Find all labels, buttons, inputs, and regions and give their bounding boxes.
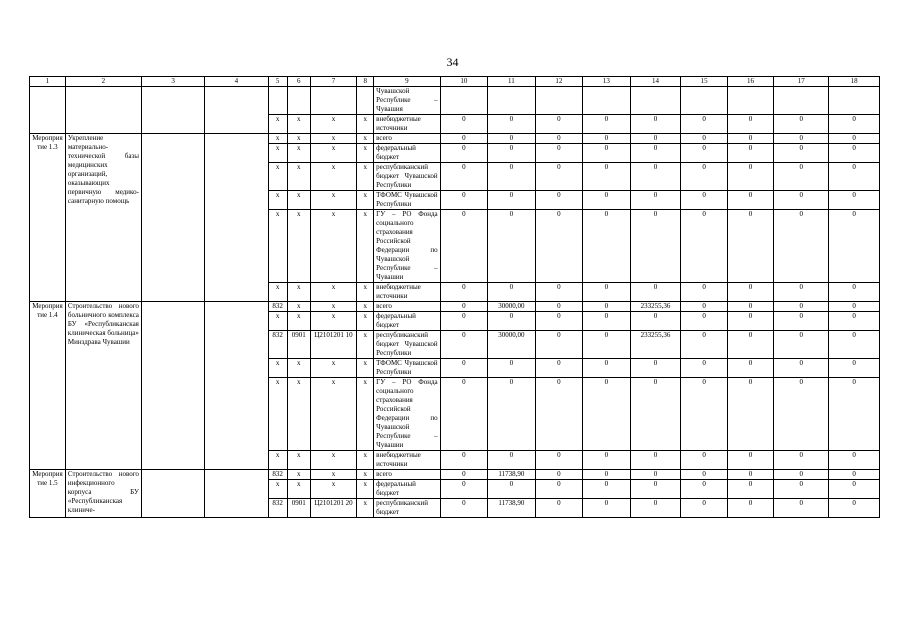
- target-code-cell: [310, 87, 356, 115]
- target-code-cell: х: [310, 302, 356, 312]
- expense-code-cell: х: [357, 191, 374, 210]
- target-code-cell: х: [310, 134, 356, 144]
- column-header-3: 3: [141, 77, 204, 87]
- funding-source-cell: внебюджетные источники: [374, 115, 441, 134]
- value-cell: 0: [583, 144, 631, 163]
- header-row: [30, 77, 880, 87]
- value-cell: 0: [727, 499, 773, 518]
- gr-code-cell: х: [268, 163, 287, 191]
- value-cell: 0: [630, 480, 681, 499]
- expense-code-cell: х: [357, 470, 374, 480]
- section-code-cell: х: [287, 134, 310, 144]
- event-code-cell: Мероприятие 1.5: [30, 470, 66, 518]
- value-cell: 0: [488, 191, 536, 210]
- section-code-cell: 0901: [287, 331, 310, 359]
- value-cell: 0: [681, 480, 727, 499]
- value-cell: 0: [440, 283, 488, 302]
- value-cell: 0: [630, 134, 681, 144]
- value-cell: 0: [440, 480, 488, 499]
- col3-cell: [141, 302, 204, 470]
- value-cell: 0: [774, 331, 829, 359]
- value-cell: 0: [440, 359, 488, 378]
- value-cell: 0: [535, 470, 583, 480]
- target-code-cell: Ц2101201 10: [310, 331, 356, 359]
- section-code-cell: х: [287, 302, 310, 312]
- column-header-17: 17: [774, 77, 829, 87]
- funding-source-cell: республиканский бюджет Чувашской Республики: [374, 331, 441, 359]
- value-cell: 0: [681, 312, 727, 331]
- section-code-cell: х: [287, 470, 310, 480]
- section-code-cell: х: [287, 451, 310, 470]
- value-cell: 0: [535, 115, 583, 134]
- funding-source-cell: внебюджетные источники: [374, 451, 441, 470]
- value-cell: 0: [727, 302, 773, 312]
- value-cell: [583, 87, 631, 115]
- value-cell: 0: [583, 359, 631, 378]
- value-cell: 0: [829, 480, 880, 499]
- expense-code-cell: х: [357, 378, 374, 451]
- gr-code-cell: 832: [268, 499, 287, 518]
- expense-code-cell: х: [357, 163, 374, 191]
- funding-source-cell: всего: [374, 302, 441, 312]
- value-cell: 0: [630, 378, 681, 451]
- value-cell: 0: [488, 451, 536, 470]
- column-header-5: 5: [268, 77, 287, 87]
- value-cell: 0: [727, 144, 773, 163]
- expense-code-cell: х: [357, 302, 374, 312]
- column-header-14: 14: [630, 77, 681, 87]
- expense-code-cell: х: [357, 480, 374, 499]
- column-header-12: 12: [535, 77, 583, 87]
- target-code-cell: х: [310, 191, 356, 210]
- col4-cell: [205, 302, 268, 470]
- value-cell: 0: [488, 134, 536, 144]
- value-cell: 0: [630, 115, 681, 134]
- value-cell: 0: [583, 163, 631, 191]
- value-cell: 0: [681, 144, 727, 163]
- value-cell: 0: [535, 480, 583, 499]
- target-code-cell: х: [310, 210, 356, 283]
- column-header-8: 8: [357, 77, 374, 87]
- value-cell: 0: [774, 283, 829, 302]
- value-cell: 0: [829, 378, 880, 451]
- table-row: [30, 134, 880, 144]
- value-cell: 0: [488, 144, 536, 163]
- gr-code-cell: х: [268, 144, 287, 163]
- value-cell: 0: [535, 378, 583, 451]
- value-cell: 0: [488, 378, 536, 451]
- funding-source-cell: Чувашской Республике – Чувашия: [374, 87, 441, 115]
- gr-code-cell: х: [268, 451, 287, 470]
- value-cell: 0: [681, 499, 727, 518]
- target-code-cell: х: [310, 470, 356, 480]
- value-cell: 0: [774, 470, 829, 480]
- section-code-cell: х: [287, 144, 310, 163]
- value-cell: 0: [681, 378, 727, 451]
- value-cell: 0: [440, 331, 488, 359]
- value-cell: 0: [535, 210, 583, 283]
- value-cell: 0: [829, 331, 880, 359]
- column-header-9: 9: [374, 77, 441, 87]
- value-cell: 0: [440, 163, 488, 191]
- value-cell: 0: [440, 499, 488, 518]
- gr-code-cell: 832: [268, 470, 287, 480]
- value-cell: 0: [583, 451, 631, 470]
- funding-source-cell: республиканский бюджет Чувашской Республики: [374, 163, 441, 191]
- target-code-cell: х: [310, 480, 356, 499]
- value-cell: 0: [583, 331, 631, 359]
- value-cell: 0: [681, 359, 727, 378]
- value-cell: 0: [829, 115, 880, 134]
- event-name-cell: Укрепление материально-технической базы медицинских организаций, оказывающих первичную медико-санитарную помощь: [65, 134, 141, 302]
- value-cell: 0: [583, 499, 631, 518]
- value-cell: 30000,00: [488, 302, 536, 312]
- value-cell: 0: [829, 134, 880, 144]
- value-cell: 0: [440, 115, 488, 134]
- value-cell: 0: [681, 451, 727, 470]
- value-cell: 0: [630, 163, 681, 191]
- expense-code-cell: х: [357, 499, 374, 518]
- value-cell: 0: [829, 191, 880, 210]
- value-cell: 0: [681, 470, 727, 480]
- value-cell: 0: [535, 163, 583, 191]
- value-cell: 0: [488, 115, 536, 134]
- value-cell: 0: [630, 359, 681, 378]
- col3-cell: [141, 470, 204, 518]
- expense-code-cell: х: [357, 312, 374, 331]
- funding-source-cell: федеральный бюджет: [374, 312, 441, 331]
- expense-code-cell: [357, 87, 374, 115]
- value-cell: 0: [535, 302, 583, 312]
- value-cell: 0: [829, 302, 880, 312]
- expense-code-cell: х: [357, 144, 374, 163]
- value-cell: 0: [727, 359, 773, 378]
- section-code-cell: х: [287, 359, 310, 378]
- funding-source-cell: ТФОМС Чувашской Республики: [374, 359, 441, 378]
- target-code-cell: х: [310, 312, 356, 331]
- target-code-cell: х: [310, 451, 356, 470]
- target-code-cell: х: [310, 163, 356, 191]
- value-cell: 0: [727, 451, 773, 470]
- value-cell: 0: [727, 134, 773, 144]
- value-cell: 0: [774, 134, 829, 144]
- column-header-2: 2: [65, 77, 141, 87]
- value-cell: 0: [774, 163, 829, 191]
- budget-table: [29, 76, 880, 518]
- event-code-cell: Мероприятие 1.4: [30, 302, 66, 470]
- funding-source-cell: ГУ – РО Фонда социального страхования Российской Федерации по Чувашской Республике – Чувашии: [374, 378, 441, 451]
- event-name-cell: Строительство нового больничного комплекса БУ «Республиканская клиническая больница» Минздрава Чувашии: [65, 302, 141, 470]
- value-cell: [440, 87, 488, 115]
- gr-code-cell: х: [268, 378, 287, 451]
- value-cell: 0: [727, 470, 773, 480]
- column-header-15: 15: [681, 77, 727, 87]
- value-cell: 0: [440, 191, 488, 210]
- value-cell: 0: [440, 210, 488, 283]
- event-name-cell: Строительство нового инфекционного корпуса БУ «Республиканская клиниче-: [65, 470, 141, 518]
- value-cell: 0: [488, 163, 536, 191]
- value-cell: 11738,90: [488, 499, 536, 518]
- value-cell: 0: [535, 451, 583, 470]
- gr-code-cell: [268, 87, 287, 115]
- value-cell: 0: [535, 499, 583, 518]
- value-cell: 0: [535, 144, 583, 163]
- value-cell: 0: [583, 470, 631, 480]
- value-cell: 0: [488, 283, 536, 302]
- value-cell: 0: [774, 210, 829, 283]
- value-cell: 0: [829, 499, 880, 518]
- value-cell: 0: [774, 480, 829, 499]
- section-code-cell: х: [287, 163, 310, 191]
- value-cell: 0: [681, 331, 727, 359]
- gr-code-cell: х: [268, 134, 287, 144]
- value-cell: 0: [727, 312, 773, 331]
- event-code-cell: Мероприятие 1.3: [30, 134, 66, 302]
- value-cell: 233255,36: [630, 331, 681, 359]
- value-cell: 0: [488, 312, 536, 331]
- gr-code-cell: х: [268, 115, 287, 134]
- section-code-cell: х: [287, 378, 310, 451]
- expense-code-cell: х: [357, 359, 374, 378]
- col3-cell: [141, 87, 204, 134]
- value-cell: 0: [681, 163, 727, 191]
- value-cell: 0: [774, 451, 829, 470]
- value-cell: 0: [774, 302, 829, 312]
- section-code-cell: х: [287, 283, 310, 302]
- value-cell: 0: [440, 312, 488, 331]
- section-code-cell: [287, 87, 310, 115]
- value-cell: 0: [583, 302, 631, 312]
- expense-code-cell: х: [357, 210, 374, 283]
- value-cell: 30000,00: [488, 331, 536, 359]
- value-cell: 0: [630, 470, 681, 480]
- value-cell: 0: [440, 144, 488, 163]
- value-cell: 0: [829, 451, 880, 470]
- value-cell: [630, 87, 681, 115]
- value-cell: 0: [774, 499, 829, 518]
- column-header-10: 10: [440, 77, 488, 87]
- value-cell: 233255,36: [630, 302, 681, 312]
- value-cell: 0: [681, 283, 727, 302]
- page-number: 34: [446, 55, 459, 69]
- value-cell: 0: [727, 480, 773, 499]
- value-cell: 0: [440, 470, 488, 480]
- column-header-16: 16: [727, 77, 773, 87]
- value-cell: 0: [829, 312, 880, 331]
- col4-cell: [205, 87, 268, 134]
- value-cell: 0: [583, 210, 631, 283]
- col4-cell: [205, 134, 268, 302]
- value-cell: 0: [829, 470, 880, 480]
- value-cell: 11738,90: [488, 470, 536, 480]
- value-cell: 0: [727, 378, 773, 451]
- value-cell: 0: [681, 210, 727, 283]
- table-row: [30, 302, 880, 312]
- value-cell: 0: [774, 115, 829, 134]
- value-cell: 0: [829, 210, 880, 283]
- gr-code-cell: х: [268, 359, 287, 378]
- gr-code-cell: 832: [268, 302, 287, 312]
- value-cell: 0: [829, 163, 880, 191]
- expense-code-cell: х: [357, 283, 374, 302]
- gr-code-cell: х: [268, 283, 287, 302]
- target-code-cell: х: [310, 115, 356, 134]
- funding-source-cell: ТФОМС Чувашской Республики: [374, 191, 441, 210]
- column-header-18: 18: [829, 77, 880, 87]
- value-cell: 0: [440, 134, 488, 144]
- table-row: [30, 87, 880, 115]
- funding-source-cell: федеральный бюджет: [374, 480, 441, 499]
- value-cell: 0: [829, 283, 880, 302]
- value-cell: 0: [681, 302, 727, 312]
- col3-cell: [141, 134, 204, 302]
- column-header-4: 4: [205, 77, 268, 87]
- target-code-cell: х: [310, 144, 356, 163]
- expense-code-cell: х: [357, 134, 374, 144]
- value-cell: 0: [774, 378, 829, 451]
- value-cell: 0: [535, 331, 583, 359]
- funding-source-cell: внебюджетные источники: [374, 283, 441, 302]
- value-cell: 0: [535, 312, 583, 331]
- value-cell: 0: [488, 480, 536, 499]
- funding-source-cell: всего: [374, 134, 441, 144]
- value-cell: 0: [681, 115, 727, 134]
- value-cell: 0: [583, 312, 631, 331]
- value-cell: 0: [535, 283, 583, 302]
- value-cell: 0: [774, 359, 829, 378]
- funding-source-cell: республиканский бюджет: [374, 499, 441, 518]
- funding-source-cell: ГУ – РО Фонда социального страхования Российской Федерации по Чувашской Республике – Чувашии: [374, 210, 441, 283]
- value-cell: 0: [583, 480, 631, 499]
- value-cell: 0: [583, 134, 631, 144]
- value-cell: 0: [440, 378, 488, 451]
- value-cell: 0: [488, 359, 536, 378]
- value-cell: 0: [583, 191, 631, 210]
- column-header-6: 6: [287, 77, 310, 87]
- value-cell: 0: [440, 451, 488, 470]
- value-cell: 0: [583, 283, 631, 302]
- col4-cell: [205, 470, 268, 518]
- name-cell: [65, 87, 141, 134]
- target-code-cell: х: [310, 359, 356, 378]
- value-cell: 0: [774, 191, 829, 210]
- value-cell: 0: [681, 191, 727, 210]
- gr-code-cell: х: [268, 210, 287, 283]
- value-cell: 0: [727, 163, 773, 191]
- value-cell: 0: [727, 210, 773, 283]
- column-header-1: 1: [30, 77, 66, 87]
- column-header-7: 7: [310, 77, 356, 87]
- gr-code-cell: х: [268, 191, 287, 210]
- value-cell: 0: [630, 210, 681, 283]
- funding-source-cell: всего: [374, 470, 441, 480]
- value-cell: 0: [535, 359, 583, 378]
- value-cell: 0: [583, 115, 631, 134]
- value-cell: [727, 87, 773, 115]
- target-code-cell: х: [310, 378, 356, 451]
- column-header-13: 13: [583, 77, 631, 87]
- value-cell: [829, 87, 880, 115]
- value-cell: 0: [829, 359, 880, 378]
- section-code-cell: х: [287, 191, 310, 210]
- code-cell: [30, 87, 66, 134]
- section-code-cell: х: [287, 210, 310, 283]
- section-code-cell: 0901: [287, 499, 310, 518]
- value-cell: 0: [727, 191, 773, 210]
- value-cell: 0: [488, 210, 536, 283]
- value-cell: 0: [630, 191, 681, 210]
- expense-code-cell: х: [357, 451, 374, 470]
- value-cell: 0: [829, 144, 880, 163]
- value-cell: 0: [774, 312, 829, 331]
- value-cell: 0: [583, 378, 631, 451]
- value-cell: 0: [535, 134, 583, 144]
- value-cell: [488, 87, 536, 115]
- value-cell: 0: [727, 283, 773, 302]
- value-cell: 0: [681, 134, 727, 144]
- funding-source-cell: федеральный бюджет: [374, 144, 441, 163]
- gr-code-cell: х: [268, 480, 287, 499]
- value-cell: 0: [630, 312, 681, 331]
- gr-code-cell: 832: [268, 331, 287, 359]
- value-cell: 0: [630, 499, 681, 518]
- value-cell: 0: [774, 144, 829, 163]
- value-cell: 0: [630, 283, 681, 302]
- value-cell: 0: [535, 191, 583, 210]
- section-code-cell: х: [287, 312, 310, 331]
- value-cell: 0: [727, 115, 773, 134]
- value-cell: 0: [727, 331, 773, 359]
- value-cell: 0: [440, 302, 488, 312]
- target-code-cell: Ц2101201 20: [310, 499, 356, 518]
- section-code-cell: х: [287, 480, 310, 499]
- expense-code-cell: х: [357, 115, 374, 134]
- gr-code-cell: х: [268, 312, 287, 331]
- expense-code-cell: х: [357, 331, 374, 359]
- target-code-cell: х: [310, 283, 356, 302]
- table-row: [30, 470, 880, 480]
- section-code-cell: х: [287, 115, 310, 134]
- value-cell: [774, 87, 829, 115]
- value-cell: 0: [630, 451, 681, 470]
- value-cell: 0: [630, 144, 681, 163]
- value-cell: [681, 87, 727, 115]
- value-cell: [535, 87, 583, 115]
- column-header-11: 11: [488, 77, 536, 87]
